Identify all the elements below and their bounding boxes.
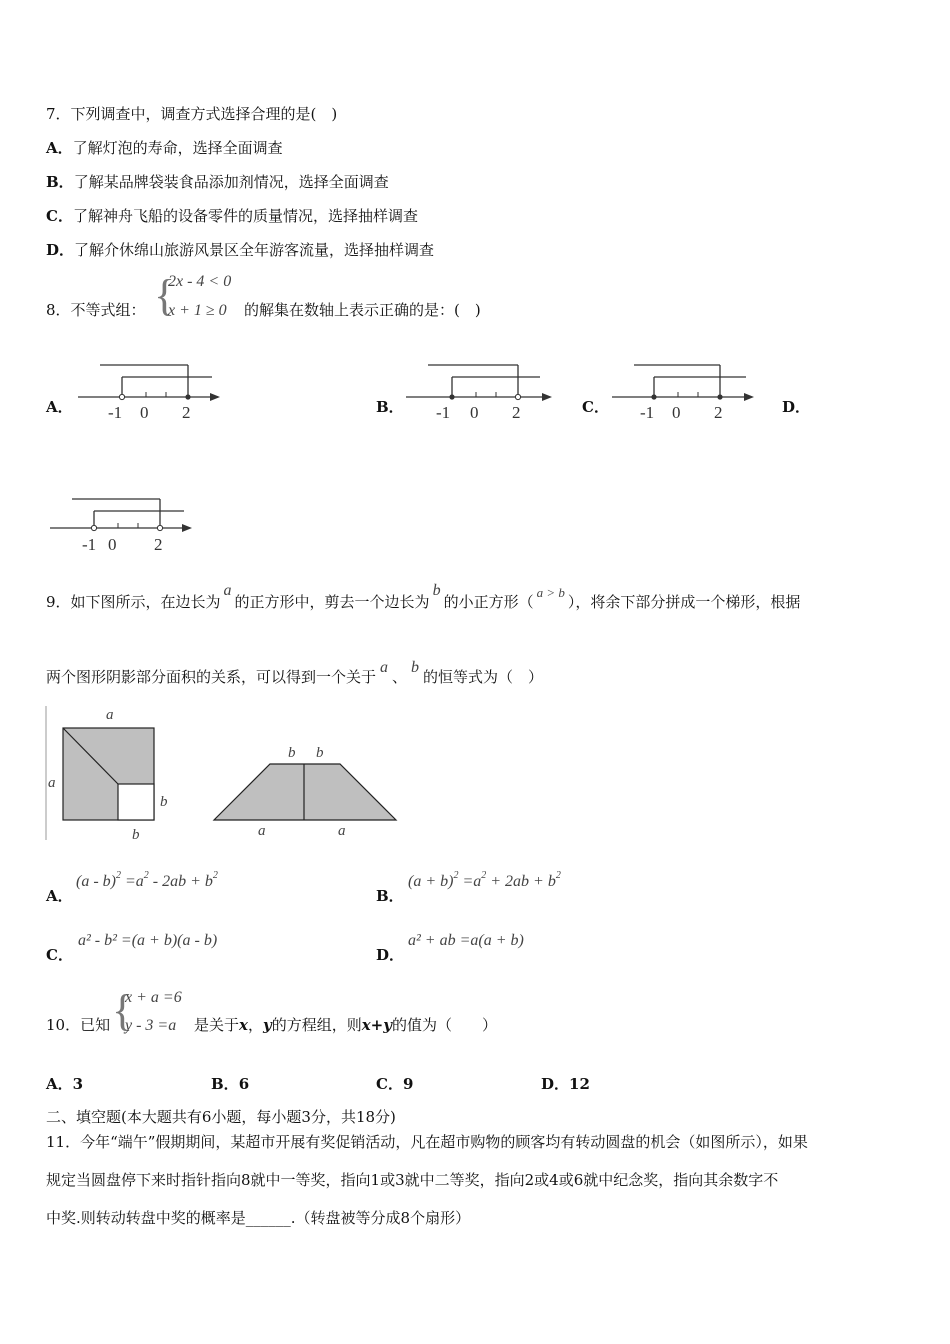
brace-icon: { — [154, 271, 176, 320]
q9-option-c-formula[interactable]: a² - b² =(a + b)(a - b) — [78, 932, 218, 949]
q9-option-a-formula[interactable] — [76, 870, 218, 891]
q10-option-b[interactable] — [211, 1073, 249, 1094]
formula-exponent: 2 — [453, 870, 459, 881]
label-b: b — [288, 745, 296, 761]
q10-text: 是关于 — [194, 1016, 240, 1034]
q8-equation-2: x + 1 ≥ 0 — [168, 302, 227, 319]
tick-label: 0 — [108, 535, 117, 554]
q7-option-c[interactable] — [46, 205, 418, 226]
tick-label: -1 — [108, 403, 123, 422]
q9-option-d-label[interactable]: D． — [376, 946, 405, 964]
option-value: 9 — [402, 1075, 414, 1093]
formula-exponent: 2 — [555, 870, 561, 881]
var-b: b — [432, 582, 441, 599]
tick-label: 0 — [672, 403, 681, 422]
formula-part: (a - b) — [76, 873, 116, 890]
option-label: C． — [46, 207, 73, 225]
q9-option-b-formula[interactable] — [408, 870, 561, 891]
section-heading: 二、填空题(本大题共有6小题，每小题3分，共18分) — [46, 1108, 396, 1126]
label-a: a — [258, 823, 266, 839]
q7-option-d[interactable] — [46, 239, 434, 260]
q8-option-a-label[interactable]: A． — [46, 398, 73, 416]
var-b: b — [411, 659, 420, 676]
formula-part: =a — [120, 873, 144, 890]
q10-option-d[interactable] — [541, 1073, 590, 1094]
option-label: B． — [211, 1075, 239, 1093]
option-label: C． — [376, 1075, 403, 1093]
number-line-c — [612, 362, 762, 424]
q9-text: 两个图形阴影部分面积的关系，可以得到一个关于 — [46, 668, 377, 686]
tick-label: 2 — [714, 403, 723, 422]
q8-option-b-label[interactable]: B． — [376, 398, 404, 416]
q10-text: 的方程组，则 — [271, 1016, 362, 1034]
q10-option-a[interactable] — [46, 1073, 83, 1094]
q10-tail — [194, 1014, 497, 1035]
q11-line-3: 中奖.则转动转盘中奖的概率是______.（转盘被等分成8个扇形） — [46, 1209, 471, 1227]
label-a: a — [338, 823, 346, 839]
option-label: A． — [46, 139, 73, 157]
q7-stem: 7．下列调查中，调查方式选择合理的是( ) — [46, 105, 338, 123]
q9-line-1 — [46, 582, 801, 612]
q10-text: 的值为（ ） — [391, 1016, 497, 1034]
option-value: 3 — [72, 1075, 84, 1093]
option-label: D． — [541, 1075, 570, 1093]
q10-equation-2: y - 3 =a — [125, 1017, 177, 1034]
q9-text: 的小正方形（ — [443, 593, 534, 611]
number-line-d — [50, 496, 200, 558]
tick-label: 0 — [470, 403, 479, 422]
option-label: A． — [46, 1075, 73, 1093]
label-b: b — [132, 827, 140, 843]
q8-tail: 的解集在数轴上表示正确的是：( ) — [244, 301, 481, 319]
tick-label: -1 — [82, 535, 97, 554]
label-b: b — [316, 745, 324, 761]
q9-text: 的恒等式为（ ） — [423, 668, 544, 686]
var-xy: x+y — [361, 1016, 392, 1034]
q9-option-c-label[interactable]: C． — [46, 946, 73, 964]
q10-option-c[interactable] — [376, 1073, 413, 1094]
var-x: x — [239, 1016, 248, 1034]
q10-equation-1: x + a =6 — [125, 989, 182, 1006]
q7-option-a[interactable] — [46, 137, 283, 158]
formula-exponent: 2 — [481, 870, 487, 881]
q10-text: ， — [247, 1016, 263, 1034]
q9-figure — [44, 706, 404, 842]
q9-option-b-label[interactable]: B． — [376, 887, 404, 905]
label-a: a — [106, 707, 114, 723]
tick-label: 2 — [512, 403, 521, 422]
option-label: B． — [46, 173, 74, 191]
label-a: a — [48, 775, 56, 791]
brace-icon: { — [112, 986, 134, 1035]
option-text: 了解灯泡的寿命，选择全面调查 — [72, 139, 283, 157]
tick-label: 2 — [182, 403, 191, 422]
number-line-b — [406, 362, 556, 424]
option-label: D． — [46, 241, 75, 259]
formula-part: + 2ab + b — [486, 873, 556, 890]
tick-label: -1 — [640, 403, 655, 422]
label-b: b — [160, 794, 168, 810]
q9-option-d-formula[interactable]: a² + ab =a(a + b) — [408, 932, 524, 949]
q9-text: 、 — [392, 668, 408, 686]
q10-number: 10．已知 — [46, 1016, 111, 1034]
formula-exponent: 2 — [115, 870, 121, 881]
number-line-a — [78, 362, 228, 424]
tick-label: 2 — [154, 535, 163, 554]
q9-text: 9．如下图所示，在边长为 — [46, 593, 221, 611]
formula-part: - 2ab + b — [148, 873, 213, 890]
formula-exponent: 2 — [143, 870, 149, 881]
formula-exponent: 2 — [212, 870, 218, 881]
option-text: 了解某品牌袋装食品添加剂情况，选择全面调查 — [73, 173, 389, 191]
q9-text: 的正方形中，剪去一个边长为 — [234, 593, 430, 611]
q11-line-2: 规定当圆盘停下来时指针指向8就中一等奖，指向1或3就中二等奖，指向2或4或6就中纪念奖，指向其余数字不 — [46, 1171, 779, 1189]
var-a: a — [223, 582, 232, 599]
tick-label: -1 — [436, 403, 451, 422]
condition: a > b — [536, 585, 565, 600]
q11-line-1: 11．今年“端午”假期期间，某超市开展有奖促销活动，凡在超市购物的顾客均有转动圆盘的机会（如图所示），如果 — [46, 1133, 808, 1151]
var-y: y — [262, 1016, 272, 1034]
q8-option-c-label[interactable]: C． — [582, 398, 609, 416]
small-square — [118, 784, 154, 820]
option-text: 了解介休绵山旅游风景区全年游客流量，选择抽样调查 — [74, 241, 435, 259]
q9-text: ），将余下部分拼成一个梯形，根据 — [567, 593, 801, 611]
q8-number: 8．不等式组： — [46, 301, 146, 319]
q8-option-d-label[interactable]: D． — [782, 398, 811, 416]
q8-equation-1: 2x - 4 < 0 — [168, 273, 232, 290]
option-text: 了解神舟飞船的设备零件的质量情况，选择抽样调查 — [72, 207, 418, 225]
trapezoid — [214, 764, 396, 820]
option-value: 6 — [238, 1075, 250, 1093]
formula-part: (a + b) — [408, 873, 454, 890]
q9-option-a-label[interactable]: A． — [46, 887, 73, 905]
formula-part: =a — [458, 873, 482, 890]
tick-label: 0 — [140, 403, 149, 422]
option-value: 12 — [569, 1075, 590, 1093]
var-a: a — [380, 659, 389, 676]
q7-option-b[interactable] — [46, 171, 389, 192]
q9-line-2 — [46, 659, 544, 687]
